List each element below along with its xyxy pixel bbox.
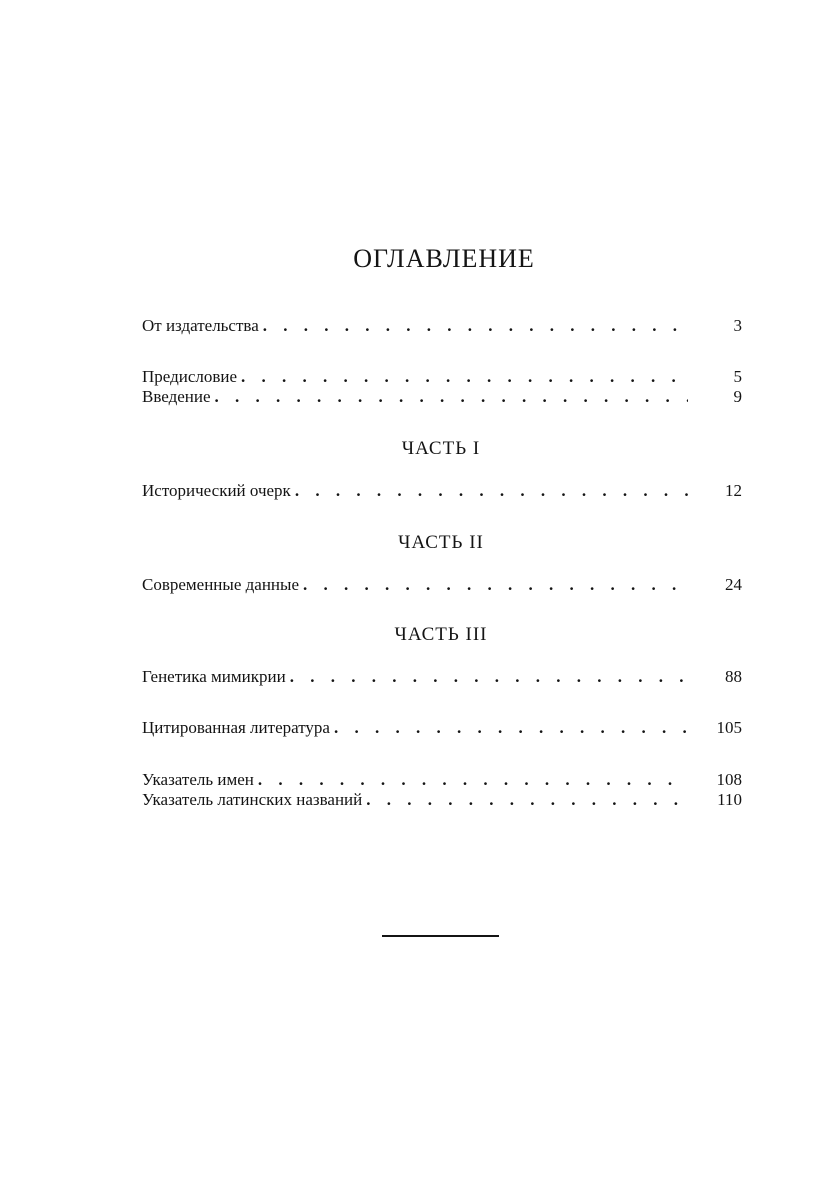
toc-entry-label: Генетика мимикрии xyxy=(142,667,286,686)
toc-entry-name-index[interactable] xyxy=(142,770,742,792)
toc-entry-page: 110 xyxy=(717,790,742,809)
toc-entry-label: Предисловие xyxy=(142,367,238,386)
end-rule xyxy=(382,935,499,937)
toc-entry-mimicry-genetics[interactable] xyxy=(142,667,742,689)
toc-entry-label: От издательства xyxy=(142,316,259,335)
dot-leader xyxy=(263,316,688,336)
dot-leader xyxy=(366,790,688,810)
toc-entry-page: 105 xyxy=(716,718,742,737)
dot-leader xyxy=(334,718,688,738)
dot-leader xyxy=(241,367,688,387)
toc-entry-page: 88 xyxy=(725,667,742,686)
toc-entry-page: 24 xyxy=(725,575,742,594)
toc-entry-label: Указатель имен xyxy=(142,770,254,789)
part-heading-1: ЧАСТЬ I xyxy=(401,438,481,459)
dot-leader xyxy=(290,667,688,687)
toc-entry-label: Введение xyxy=(142,387,211,406)
toc-entry-historical-sketch[interactable] xyxy=(142,481,742,503)
toc-entry-page: 12 xyxy=(725,481,742,500)
toc-entry-label: Современные данные xyxy=(142,575,299,594)
dot-leader xyxy=(215,387,688,407)
page-title: ОГЛАВЛЕНИЕ xyxy=(353,244,535,273)
part-heading-2: ЧАСТЬ II xyxy=(398,532,484,553)
toc-entry-label: Цитированная литература xyxy=(142,718,330,737)
toc-entry-introduction[interactable] xyxy=(142,387,742,409)
toc-entry-latin-names-index[interactable] xyxy=(142,790,742,812)
toc-entry-page: 108 xyxy=(716,770,742,789)
toc-entry-publisher-note[interactable] xyxy=(142,316,742,338)
dot-leader xyxy=(258,770,688,790)
dot-leader xyxy=(303,575,688,595)
toc-entry-label: Указатель латинских названий xyxy=(142,790,363,809)
toc-entry-page: 3 xyxy=(733,316,742,335)
toc-entry-modern-data[interactable] xyxy=(142,575,742,597)
dot-leader xyxy=(295,481,688,501)
toc-entry-label: Исторический очерк xyxy=(142,481,291,500)
toc-entry-cited-literature[interactable] xyxy=(142,718,742,740)
toc-entry-page: 9 xyxy=(733,387,742,406)
toc-entry-preface[interactable] xyxy=(142,367,742,389)
toc-entry-page: 5 xyxy=(733,367,742,386)
part-heading-3: ЧАСТЬ III xyxy=(394,624,488,645)
